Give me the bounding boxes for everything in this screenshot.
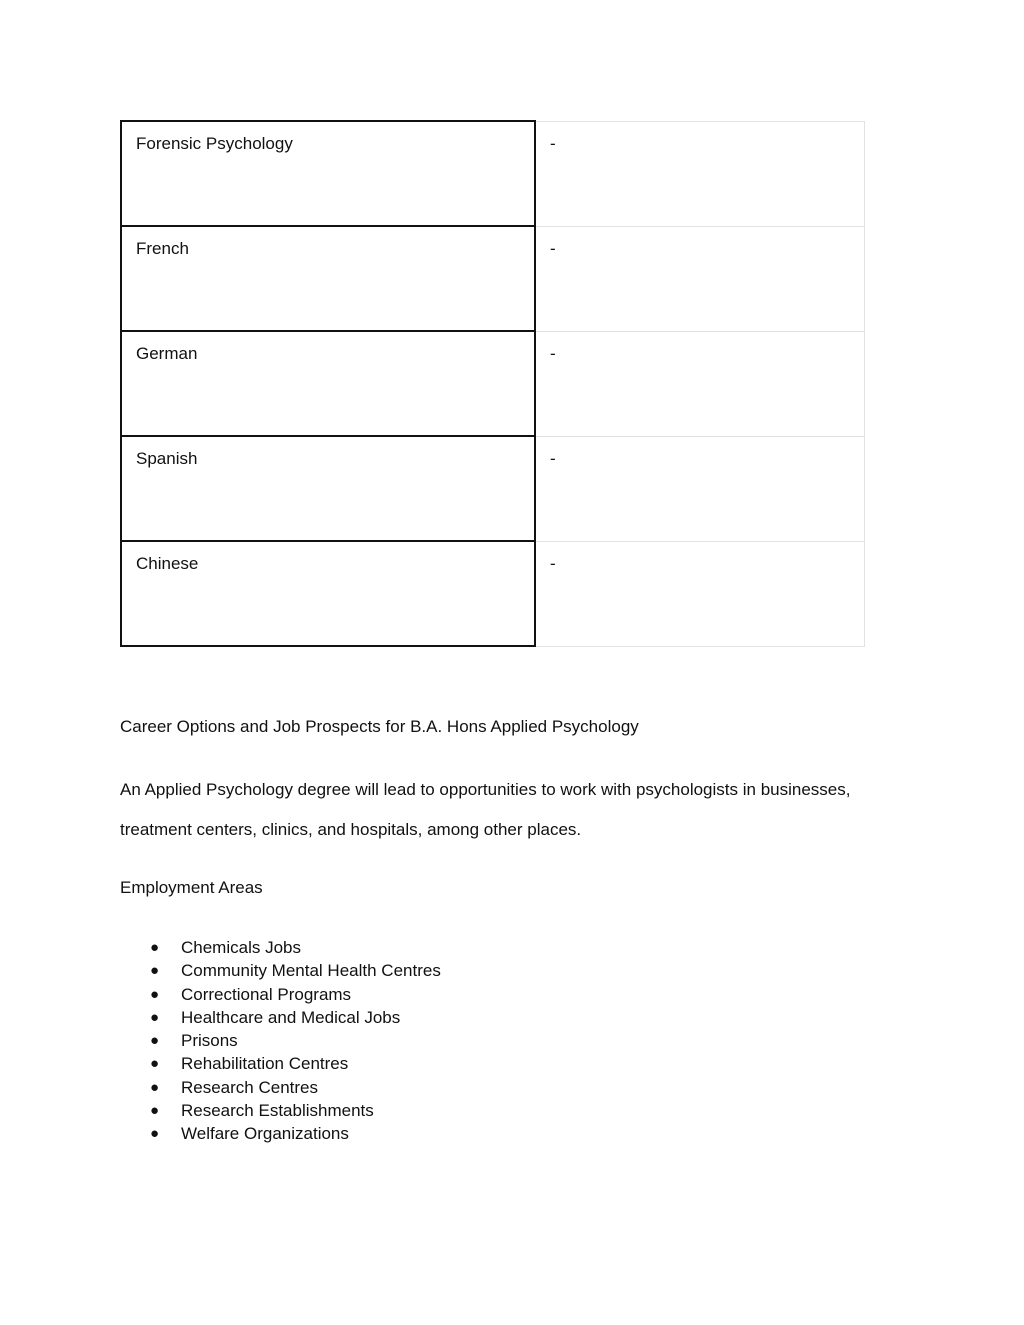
list-item-label: Correctional Programs (181, 984, 352, 1004)
value-cell: - (535, 541, 864, 646)
bullet-icon: ● (150, 1078, 160, 1096)
list-item (120, 1008, 441, 1031)
subject-cell: German (121, 331, 535, 436)
list-item (120, 1078, 441, 1101)
list-item-label: Welfare Organizations (181, 1124, 349, 1143)
bullet-icon: ● (150, 985, 160, 1003)
bullet-icon: ● (150, 939, 160, 956)
list-item (120, 938, 441, 961)
table-row (121, 331, 864, 436)
list-item-label: Research Centres (181, 1077, 319, 1097)
list-item-label: Healthcare and Medical Jobs (181, 1007, 401, 1027)
list-item-label: Rehabilitation Centres (181, 1054, 349, 1074)
bullet-icon: ● (150, 1101, 160, 1119)
list-item (120, 1101, 441, 1124)
list-item (120, 961, 441, 984)
bullet-icon: ● (150, 1055, 160, 1073)
list-item-label: Prisons (181, 1031, 238, 1050)
bullet-icon: ● (150, 1125, 160, 1142)
subject-cell: Chinese (121, 541, 535, 646)
subject-cell: Spanish (121, 436, 535, 541)
table-row (121, 226, 864, 331)
list-item-label: Community Mental Health Centres (181, 961, 441, 981)
table-row (121, 436, 864, 541)
list-item-label: Research Establishments (181, 1100, 374, 1120)
list-item-label: Chemicals Jobs (181, 938, 301, 957)
list-item (120, 1124, 441, 1147)
value-cell: - (535, 436, 864, 541)
list-item (120, 1054, 441, 1077)
table-row (121, 541, 864, 646)
subject-cell: Forensic Psychology (121, 121, 535, 226)
career-heading: Career Options and Job Prospects for B.A. Hons Applied Psychology (120, 717, 639, 736)
value-cell: - (535, 121, 864, 226)
bullet-icon: ● (150, 1008, 160, 1026)
employment-areas-heading: Employment Areas (120, 878, 263, 897)
value-cell: - (535, 331, 864, 436)
bullet-icon: ● (150, 962, 160, 980)
value-cell: - (535, 226, 864, 331)
employment-areas-list (120, 938, 441, 1147)
career-paragraph: An Applied Psychology degree will lead to opportunities to work with psychologists in businesses, treatment centers, clinics, and hospitals, among other places. (120, 780, 851, 839)
subject-cell: French (121, 226, 535, 331)
subjects-table (120, 120, 865, 647)
list-item (120, 985, 441, 1008)
list-item (120, 1031, 441, 1054)
bullet-icon: ● (150, 1032, 160, 1049)
table-row (121, 121, 864, 226)
